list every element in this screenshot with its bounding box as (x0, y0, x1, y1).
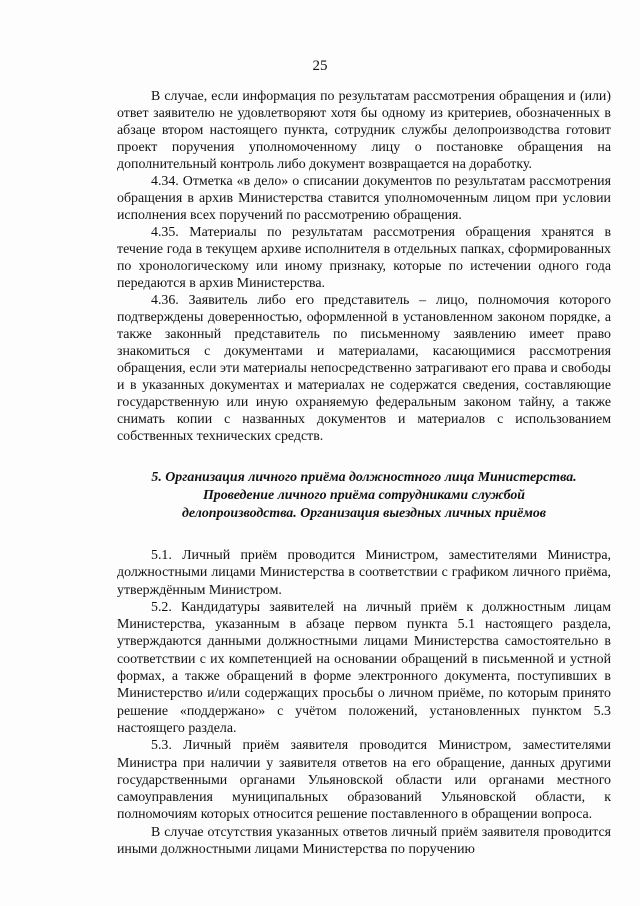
section-heading (117, 469, 611, 523)
paragraph-4-34: 4.34. Отметка «в дело» о списании документов по результатам рассмотрения обращения в архив Министерства ставится уполномоченным лицом при условии исполнения всех поручений по рассмотрению обращения. (117, 174, 611, 223)
paragraph: В случае, если информация по результатам рассмотрения обращения и (или) ответ заявителю не удовлетворяют хотя бы одному из критериев, обозначенных в абзаце втором настоящего пункта, сотрудник службы делопроизводства готовит проект поручения уполномоченному лицу о постановке обращения на дополнительный контроль либо документ возвращается на доработку. (117, 89, 611, 172)
paragraph-4-36: 4.36. Заявитель либо его представитель – лицо, полномочия которого подтверждены доверенностью, оформленной в установленном законом порядке, а также законный представитель по письменному заявлению имеет право знакомиться с документами и материалами, касающимися рассмотрения обращения, если эти материалы непосредственно затрагивают его права и свободы и в указанных документах и материалах не содержатся сведения, составляющие государственную или иную охраняемую федеральным законом тайну, а также снимать копии с названных документов и материалов с использованием собственных технических средств. (117, 293, 611, 444)
paragraph: В случае отсутствия указанных ответов личный приём заявителя проводится иными должностными лицами Министерства по поручению (117, 824, 611, 858)
section-heading-line: 5. Организация личного приёма должностного лица Министерства. (151, 470, 577, 485)
page-number: 25 (312, 58, 328, 74)
document-body (117, 88, 611, 858)
paragraph-5-3: 5.3. Личный приём заявителя проводится Министром, заместителями Министра при наличии у заявителя ответов на его обращение, данных другими государственными органами Ульяновской области или органами местного самоуправления муниципальных образований Ульяновской области, к полномочиям которых относится решение поставленного в обращении вопроса. (117, 738, 611, 823)
section-5-body (117, 547, 611, 858)
paragraph-4-35: 4.35. Материалы по результатам рассмотрения обращения хранятся в течение года в текущем архиве исполнителя в отдельных папках, сформированных по хронологическому или иному признаку, которые по истечении одного года передаются в архив Министерства. (117, 225, 611, 291)
section-heading-line: делопроизводства. Организация выездных личных приёмов (182, 506, 546, 521)
section-heading-line: Проведение личного приёма сотрудниками службой (202, 488, 526, 503)
paragraph-5-2: 5.2. Кандидатуры заявителей на личный приём к должностным лицам Министерства, указанным в абзаце первом пункта 5.1 настоящего раздела, утверждаются данными должностными лицами Министерства самостоятельно в соответствии с их компетенцией на основании обращений в письменной и устной формах, а также обращений в форме электронного документа, поступивших в Министерство и/или содержащих просьбы о личном приёме, по которым принято решение «поддержано» с учётом положений, установленных пунктом 5.3 настоящего раздела. (117, 599, 611, 736)
paragraph-5-1: 5.1. Личный приём проводится Министром, заместителями Министра, должностными лицами Министерства в соответствии с графиком личного приёма, утверждённым Министром. (117, 548, 611, 598)
